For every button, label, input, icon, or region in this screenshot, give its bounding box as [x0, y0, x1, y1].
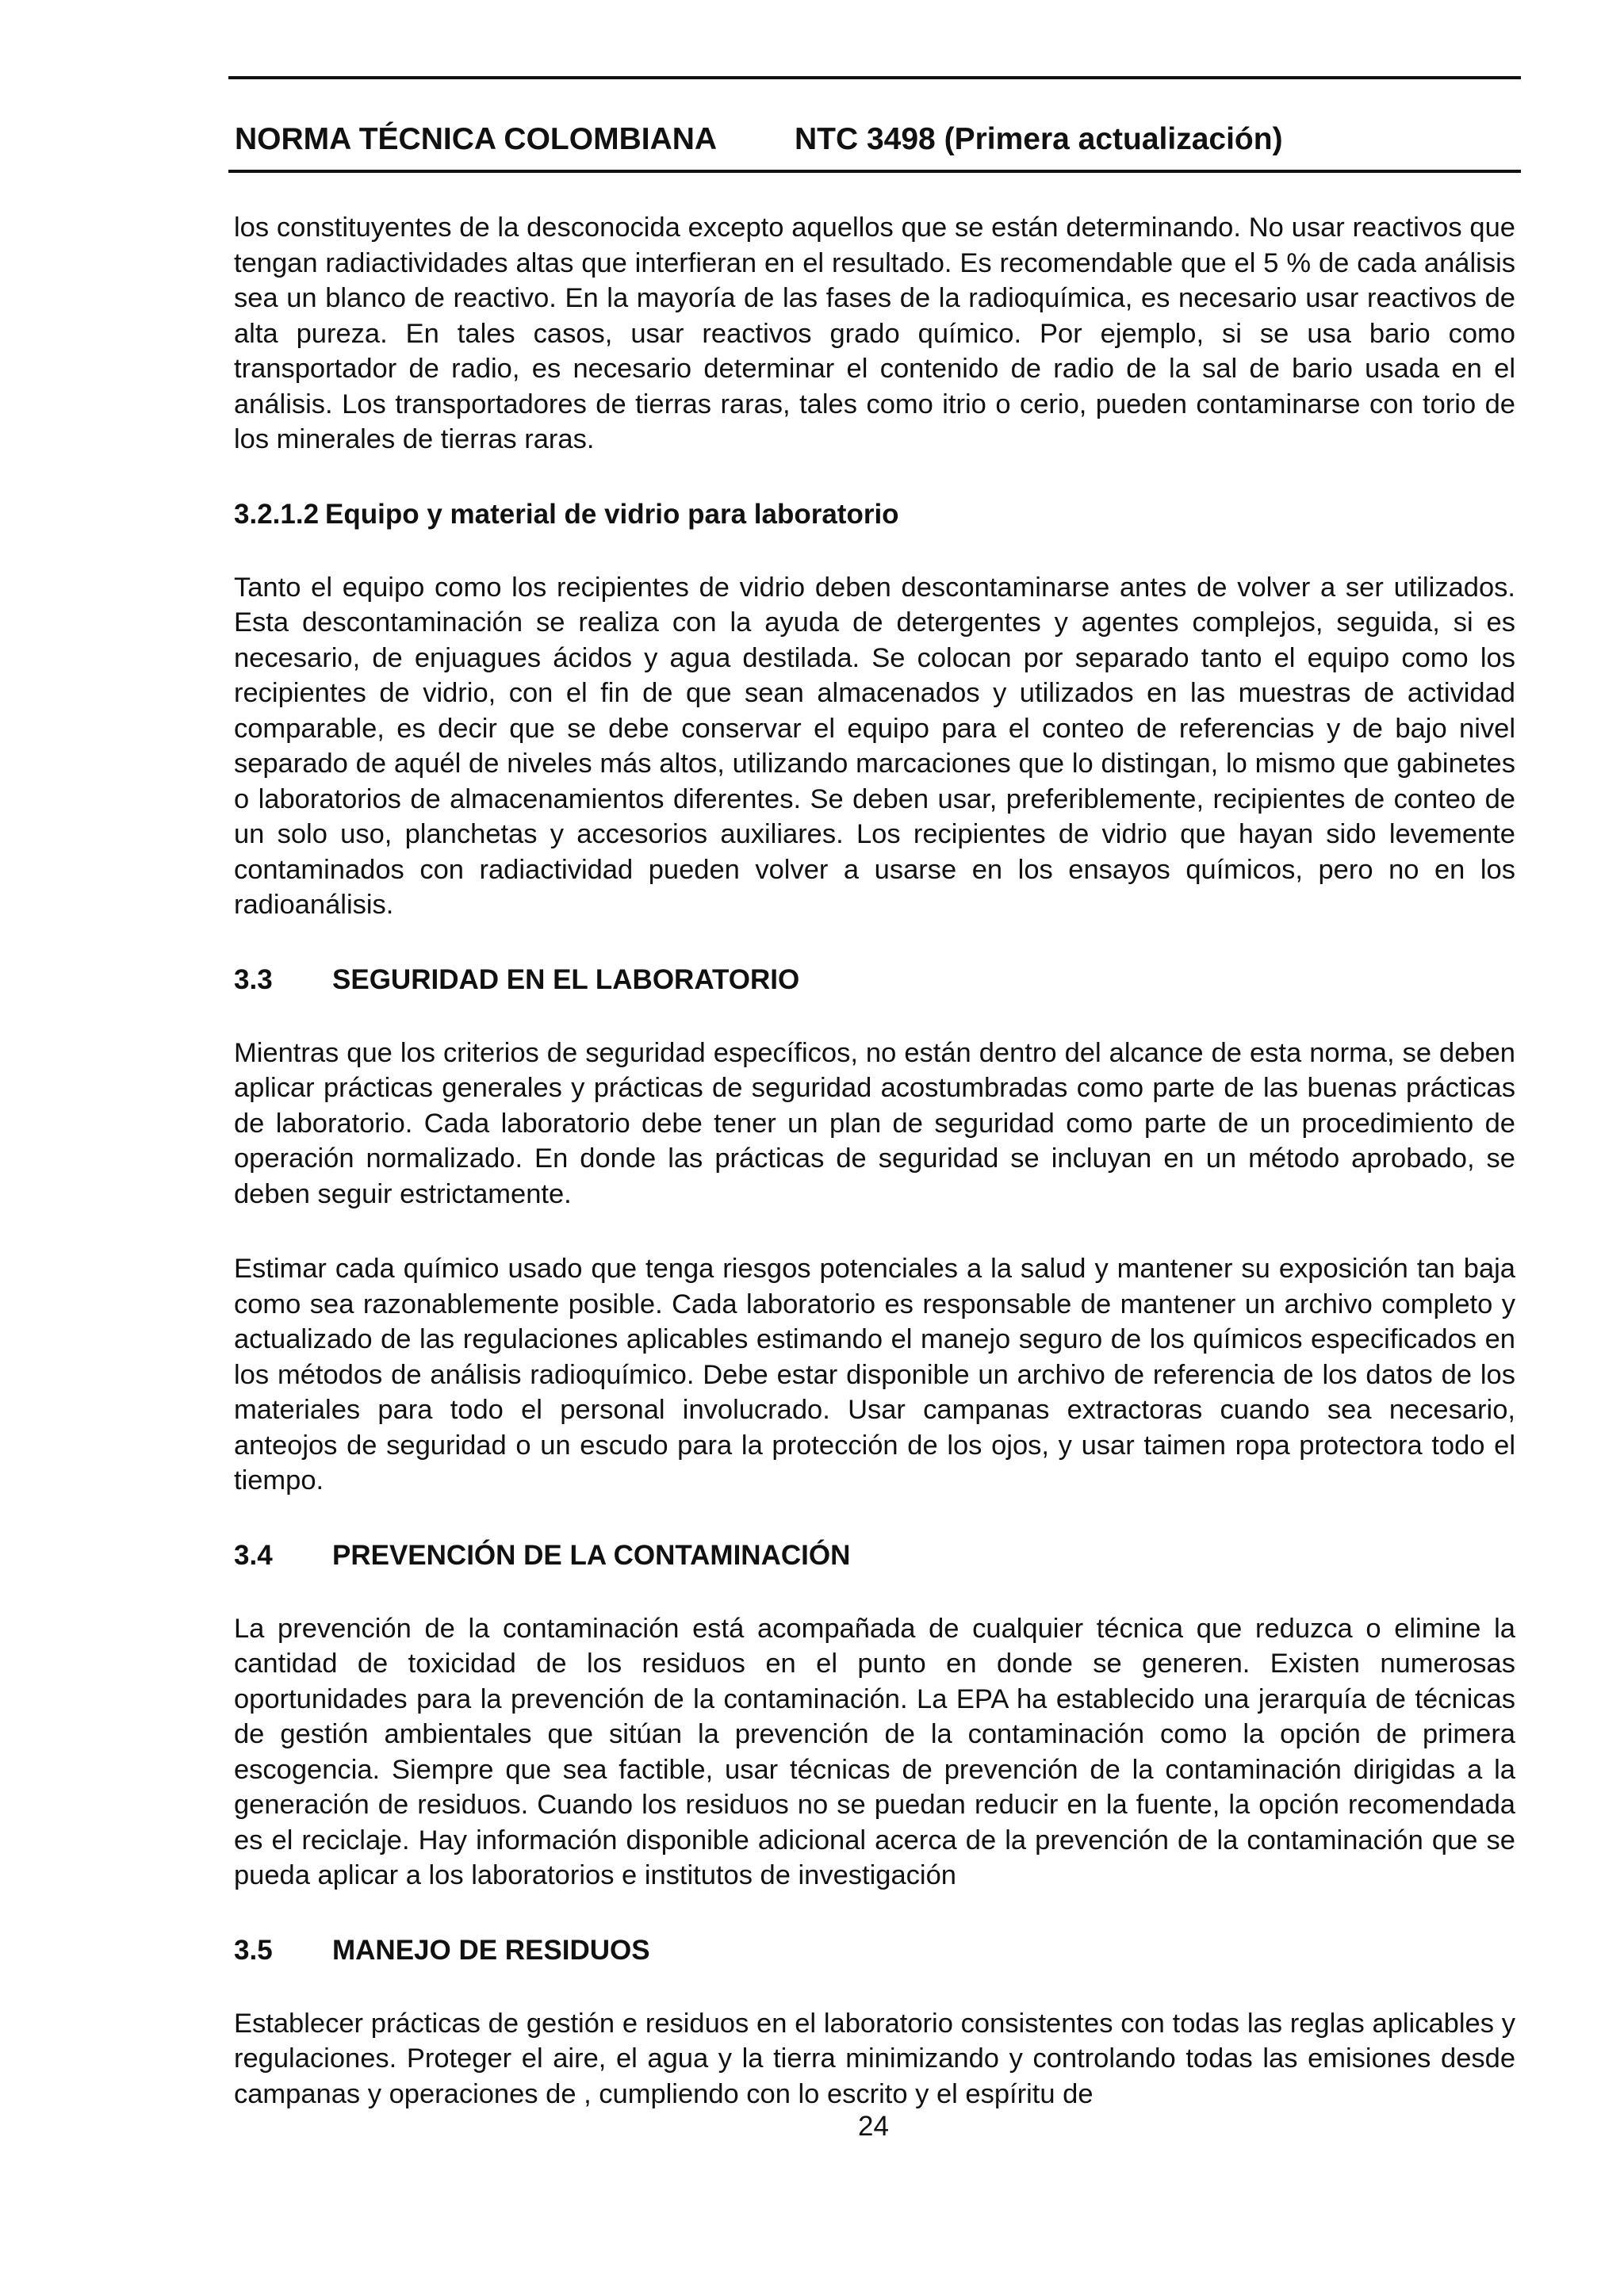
- section-title: Equipo y material de vidrio para laboratorio: [325, 498, 899, 530]
- section-paragraph: Estimar cada químico usado que tenga riesgos potenciales a la salud y mantener su exposición tan baja como sea razonablemente posible. Cada laboratorio es responsable de mantener un archivo completo y actualizado de las regulaciones aplicables estimando el manejo seguro de los químicos especificados en los métodos de análisis radioquímico. Debe estar disponible un archivo de referencia de los datos de los materiales para todo el personal involucrado. Usar campanas extractoras cuando sea necesario, anteojos de seguridad o un escudo para la protección de los ojos, y usar taimen ropa protectora todo el tiempo.: [234, 1254, 1515, 1496]
- section-paragraph: Establecer prácticas de gestión e residuos en el laboratorio consistentes con todas las reglas aplicables y regulaciones. Proteger el aire, el agua y la tierra minimizando y controlando todas las emisiones desde campanas y operaciones de , cumpliendo con lo escrito y el espíritu de: [234, 2008, 1515, 2109]
- page-body: [234, 210, 1515, 2112]
- page-number: 24: [858, 2111, 889, 2142]
- header-standard-code: NTC 3498 (Primera actualización): [795, 122, 1283, 156]
- section-paragraph: Tanto el equipo como los recipientes de vidrio deben descontaminarse antes de volver a ser utilizados. Esta descontaminación se realiza con la ayuda de detergentes y agentes complejos, seguida, si es necesario, de enjuagues ácidos y agua destilada. Se colocan por separado tanto el equipo como los recipientes de vidrio, con el fin de que sean almacenados y utilizados en las muestras de actividad comparable, es decir que se debe conservar el equipo para el conteo de referencias y de bajo nivel separado de aquél de niveles más altos, utilizando marcaciones que lo distingan, lo mismo que gabinetes o laboratorios de almacenamientos diferentes. Se deben usar, preferiblemente, recipientes de conteo de un solo uso, planchetas y accesorios auxiliares. Los recipientes de vidrio que hayan sido levemente contaminados con radiactividad pueden volver a usarse en los ensayos químicos, pero no en los radioanálisis.: [234, 572, 1515, 920]
- section-3-5: [234, 1933, 1515, 2112]
- page-header: [235, 121, 1519, 159]
- section-3-2-1-2: [234, 497, 1515, 923]
- section-paragraph: Mientras que los criterios de seguridad específicos, no están dentro del alcance de esta norma, se deben aplicar prácticas generales y prácticas de seguridad acostumbradas como parte de las buenas prácticas de laboratorio. Cada laboratorio debe tener un plan de seguridad como parte de un procedimiento de operación normalizado. En donde las prácticas de seguridad se incluyan en un método aprobado, se deben seguir estrictamente.: [234, 1037, 1515, 1209]
- section-heading: [234, 497, 1515, 532]
- section-number: 3.4: [234, 1539, 273, 1571]
- section-title: SEGURIDAD EN EL LABORATORIO: [332, 963, 800, 995]
- section-heading: [234, 1933, 1515, 1968]
- continued-paragraph: los constituyentes de la desconocida excepto aquellos que se están determinando. No usar reactivos que tengan radiactividades altas que interfieran en el resultado. Es recomendable que el 5 % de cada análisis sea un blanco de reactivo. En la mayoría de las fases de la radioquímica, es necesario usar reactivos de alta pureza. En tales casos, usar reactivos grado químico. Por ejemplo, si se usa bario como transportador de radio, es necesario determinar el contenido de radio de la sal de bario usada en el análisis. Los transportadores de tierras raras, tales como itrio o cerio, pueden contaminarse con torio de los minerales de tierras raras.: [234, 213, 1515, 454]
- section-number: 3.5: [234, 1934, 273, 1966]
- section-title: PREVENCIÓN DE LA CONTAMINACIÓN: [332, 1539, 851, 1571]
- header-bottom-rule: [228, 170, 1521, 173]
- section-3-4: [234, 1538, 1515, 1894]
- section-heading: [234, 1538, 1515, 1573]
- section-number: 3.2.1.2: [234, 498, 320, 530]
- header-organization: NORMA TÉCNICA COLOMBIANA: [235, 122, 718, 156]
- section-title: MANEJO DE RESIDUOS: [332, 1934, 650, 1966]
- section-3-3: [234, 963, 1515, 1499]
- header-top-rule: [228, 76, 1521, 79]
- section-paragraph: La prevención de la contaminación está acompañada de cualquier técnica que reduzca o elimine la cantidad de toxicidad de los residuos en el punto en donde se generen. Existen numerosas oportunidades para la prevención de la contaminación. La EPA ha establecido una jerarquía de técnicas de gestión ambientales que sitúan la prevención de la contaminación como la opción de primera escogencia. Siempre que sea factible, usar técnicas de prevención de la contaminación dirigidas a la generación de residuos. Cuando los residuos no se puedan reducir en la fuente, la opción recomendada es el reciclaje. Hay información disponible adicional acerca de la prevención de la contaminación que se pueda aplicar a los laboratorios e institutos de investigación: [234, 1613, 1515, 1890]
- section-heading: [234, 963, 1515, 998]
- section-number: 3.3: [234, 963, 273, 995]
